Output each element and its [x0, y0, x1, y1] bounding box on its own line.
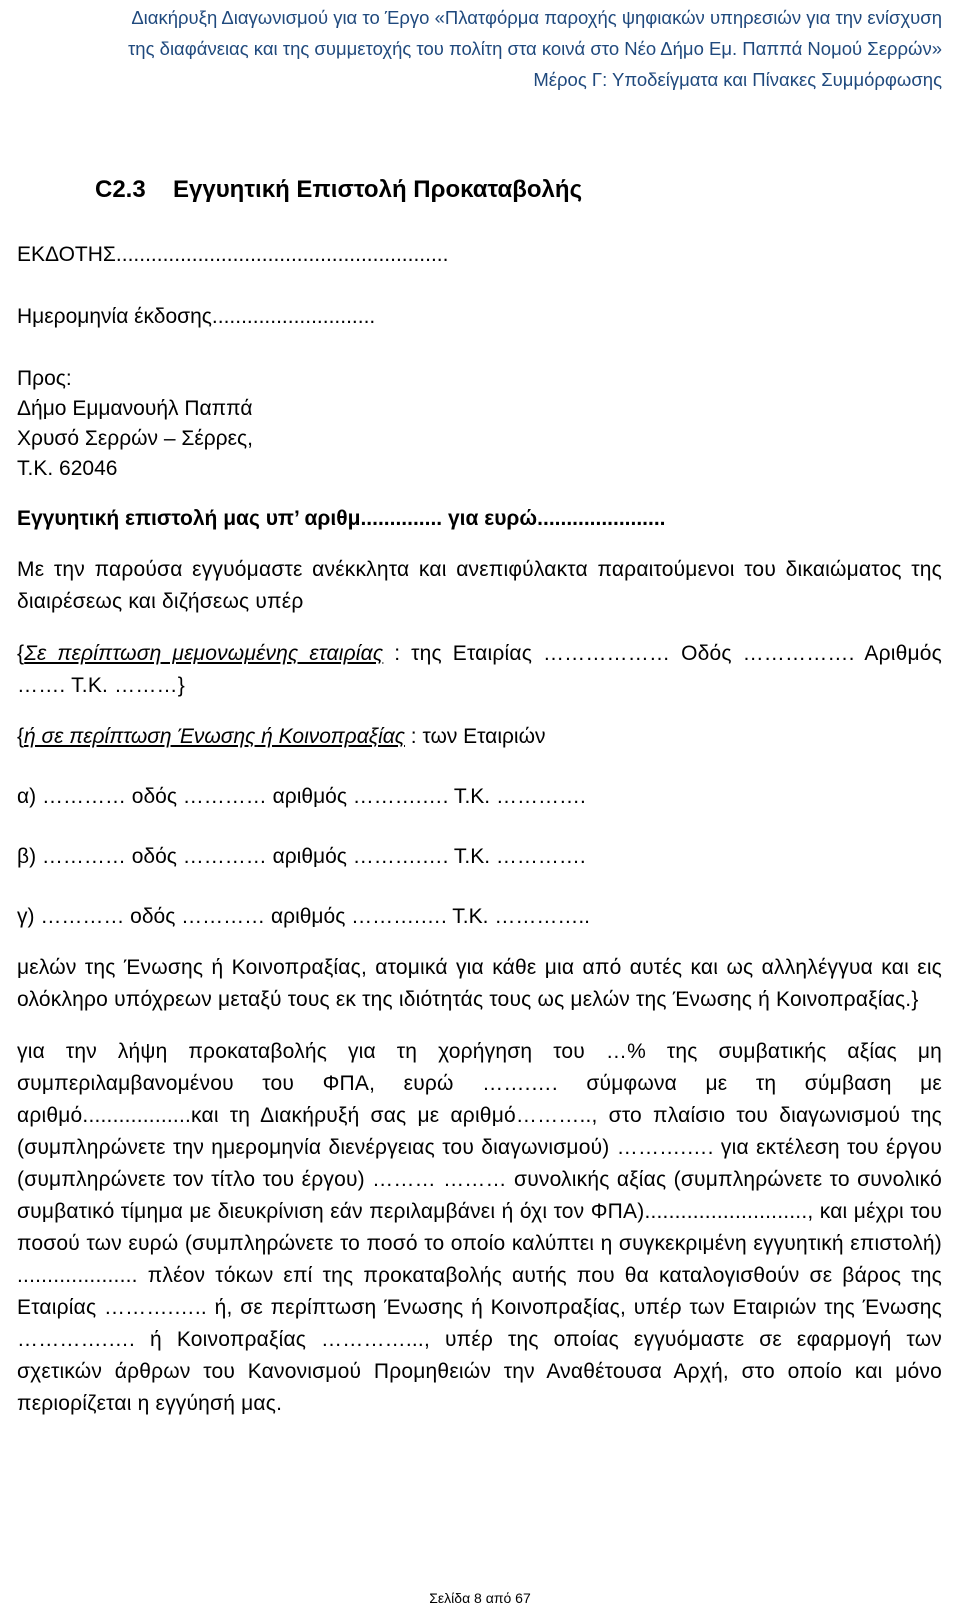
- recipient-label: Προς:: [17, 367, 72, 390]
- section-number: C2.3: [95, 176, 146, 203]
- section-title-text: Εγγυητική Επιστολή Προκαταβολής: [173, 176, 583, 203]
- recipient-name: Δήμο Εμμανουήλ Παππά: [17, 397, 253, 420]
- members-note: μελών της Ένωσης ή Κοινοπραξίας, ατομικά για κάθε μια από αυτές και ως αλληλέγγυα και εις ολόκληρο υπόχρεων μεταξύ τους εκ της ιδιότητάς τους ως μελών της Ένωσης ή Κοινοπραξίας.}: [17, 956, 942, 1011]
- letter-reference: Εγγυητική επιστολή μας υπ’ αριθμ.............. για ευρώ......................: [17, 507, 666, 530]
- brace-open: {: [17, 725, 25, 748]
- intro-paragraph: Με την παρούσα εγγυόμαστε ανέκκλητα και ανεπιφύλακτα παραιτούμενοι του δικαιώματος της διαιρέσεως και διζήσεως υπέρ: [17, 558, 942, 613]
- page-header: [12, 2, 942, 95]
- single-company-text: : της Εταιρίας ……………… Οδός ……………. Αριθμός ……. Τ.Κ. ………}: [17, 642, 943, 697]
- consortium-label: ή σε περίπτωση Ένωσης ή Κοινοπραξίας: [24, 725, 405, 748]
- header-line-3: Μέρος Γ: Υποδείγματα και Πίνακες Συμμόρφωσης: [533, 69, 942, 90]
- single-company-paragraph: [17, 638, 942, 702]
- consortium-paragraph: [17, 722, 942, 752]
- recipient-postal: Τ.Κ. 62046: [17, 457, 118, 480]
- header-line-2: της διαφάνειας και της συμμετοχής του πολίτη στα κοινά στο Νέο Δήμο Εμ. Παππά Νομού Σερρών»: [128, 38, 942, 59]
- page-footer: Σελίδα 8 από 67: [429, 1590, 531, 1606]
- issuer-line: ΕΚΔΟΤΗΣ.........................................................: [17, 243, 449, 266]
- main-paragraph: για την λήψη προκαταβολής για τη χορήγηση του …% της συμβατικής αξίας μη συμπεριλαμβανομένου του ΦΠΑ, ευρώ …….…. σύμφωνα με τη σύμβαση με αριθμό..................και τη Διακήρυξή σας με αριθμό……….., στο πλαίσιο του διαγωνισμού της (συμπληρώνετε την ημερομηνία διενέργειας του διαγωνισμού) ……….…. για εκτέλεση του έργου (συμπληρώνετε τον τίτλο του έργου) ……… ……… συνολικής αξίας (συμπληρώνετε το συνολικό συμβατικό τίμημα με διευκρίνιση εάν περιλαμβάνει ή όχι τον ΦΠΑ)..........................., και μέχρι του ποσού των ευρώ (συμπληρώνετε το ποσό το οποίο καλύπτει η συγκεκριμένη εγγυητική επιστολή) .................... πλέον τόκων επί της προκαταβολής αυτής που θα καταλογισθούν σε βάρος της Εταιρίας ……….….. ή, σε περίπτωση Ένωσης ή Κοινοπραξίας, υπέρ των Εταιριών της Ένωσης ………….…. ή Κοινοπραξίας …………..., υπέρ της οποίας εγγυόμαστε σε εφαρμογή των σχετικών άρθρων του Κανονισμού Προμηθειών την Αναθέτουσα Αρχή, στο οποίο και μόνο περιορίζεται η εγγύησή μας.: [17, 1040, 942, 1415]
- member-b: β) ………… οδός ………… αριθμός ……….…. Τ.Κ. ………….: [17, 845, 586, 868]
- consortium-text: : των Εταιριών: [404, 725, 546, 748]
- recipient-block: [17, 364, 942, 484]
- member-a: α) ………… οδός ………… αριθμός ……….…. Τ.Κ. ………….: [17, 785, 586, 808]
- section-title: [95, 160, 942, 220]
- document-body: [17, 160, 942, 1420]
- brace-open: {: [17, 642, 25, 665]
- members-list: [17, 782, 942, 932]
- issue-date-line: Ημερομηνία έκδοσης............................: [17, 305, 376, 328]
- member-c: γ) ………… οδός ………… αριθμός ……….…. Τ.Κ. …………..: [17, 905, 590, 928]
- single-company-label: Σε περίπτωση μεμονωμένης εταιρίας: [24, 642, 384, 665]
- header-line-1: Διακήρυξη Διαγωνισμού για το Έργο «Πλατφόρμα παροχής ψηφιακών υπηρεσιών για την ενίσχυση: [131, 7, 942, 28]
- recipient-address: Χρυσό Σερρών – Σέρρες,: [17, 427, 253, 450]
